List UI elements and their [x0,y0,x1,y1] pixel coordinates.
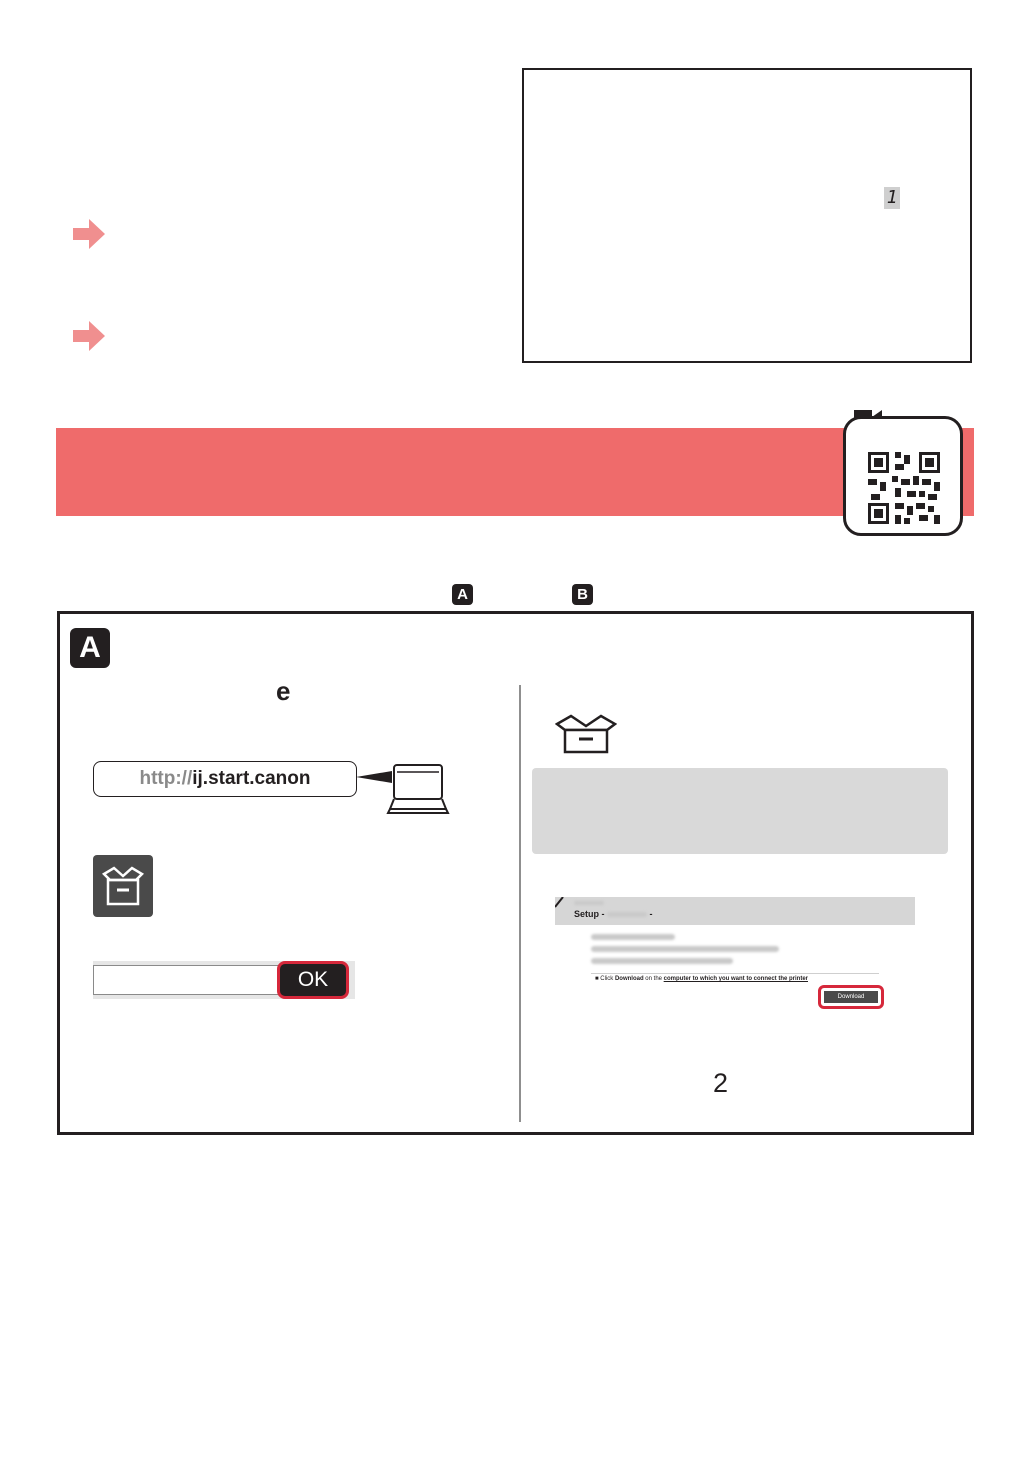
setup-page-screenshot [555,897,915,1015]
qr-code-frame[interactable] [843,416,963,536]
section-a-badge: A [70,628,110,668]
lcd-digit-display: 1 [884,187,900,209]
url-prefix: http:// [139,768,193,789]
computer-link[interactable]: computer to which you want to connect the printer [663,976,808,982]
corner-mark-icon [555,897,567,909]
info-panel [532,768,948,854]
qr-code-icon [868,452,940,524]
setup-app-icon[interactable] [93,855,153,917]
option-b-badge: B [572,584,593,605]
download-instruction: ■ Click Download on the computer to which you want to connect the printer [595,976,808,982]
url-address-bar[interactable] [93,761,357,797]
column-divider [519,685,521,1122]
section-a-box [57,611,974,1135]
arrow-right-icon [73,321,105,351]
setup-title: Setup - - [574,909,653,919]
note-box [522,68,972,363]
download-button[interactable]: Download [824,991,878,1003]
ok-button[interactable]: OK [277,961,349,999]
step-number: 2 [713,1068,729,1098]
option-a-badge: A [452,584,473,605]
download-button-highlight[interactable] [818,985,884,1009]
url-domain: ij.start.canon [192,768,311,789]
open-box-icon [555,714,617,754]
search-input[interactable] [93,965,283,995]
arrow-right-icon [73,219,105,249]
open-box-icon [100,866,146,906]
laptop-icon [356,763,452,817]
section-banner [56,428,974,516]
search-bar [93,961,355,1001]
edge-browser-icon: e [276,676,291,706]
